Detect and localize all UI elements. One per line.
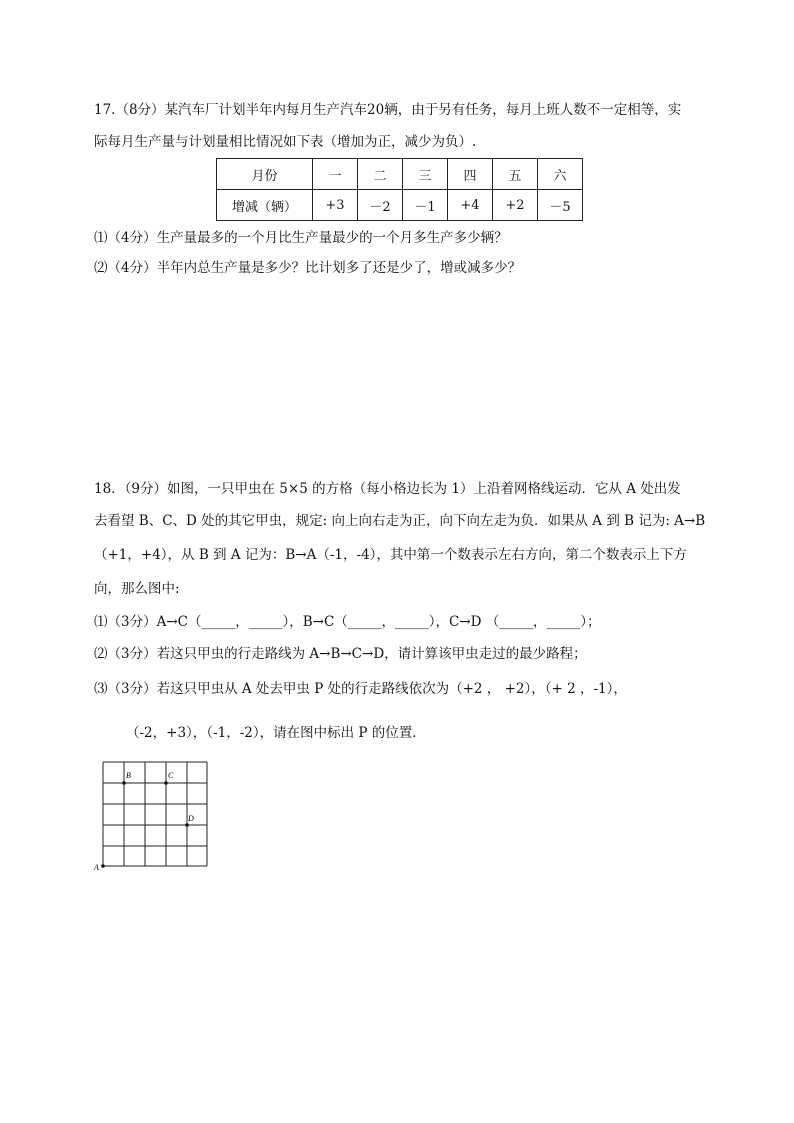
point-a bbox=[101, 864, 105, 868]
label-b: B bbox=[126, 771, 131, 780]
point-c bbox=[164, 781, 168, 785]
table-row bbox=[217, 190, 583, 221]
production-table bbox=[216, 158, 583, 221]
table-cell: +4 bbox=[448, 190, 493, 221]
q17-line2: 际每月生产量与计划量相比情况如下表（增加为正，减少为负）. bbox=[94, 134, 477, 150]
label-c: C bbox=[168, 771, 174, 780]
table-cell: －1 bbox=[403, 190, 448, 221]
point-b bbox=[122, 781, 126, 785]
table-cell: +3 bbox=[313, 190, 358, 221]
point-d bbox=[185, 823, 189, 827]
table-cell: 二 bbox=[358, 159, 403, 190]
table-cell: 四 bbox=[448, 159, 493, 190]
table-cell: 增减（辆） bbox=[217, 190, 313, 221]
beetle-grid-figure bbox=[92, 758, 212, 873]
q18-line4: 向，那么图中: bbox=[94, 581, 180, 597]
label-d: D bbox=[188, 814, 194, 823]
table-cell: －5 bbox=[538, 190, 583, 221]
q17-sub2: ⑵（4分）半年内总生产量是多少？比计划多了还是少了，增或减多少？ bbox=[94, 260, 522, 276]
table-cell: 一 bbox=[313, 159, 358, 190]
q18-line2: 去看望 B、C、D 处的其它甲虫，规定: 向上向右走为正，向下向左走为负．如果从 A 到 B 记为: A→B bbox=[94, 513, 706, 529]
q18-line3: （+1，+4），从 B 到 A 记为：B→A（-1，-4），其中第一个数表示左右方向，第二个数表示上下方 bbox=[94, 547, 687, 563]
q18-sub3a: ⑶（3分）若这只甲虫从 A 处去甲虫 P 处的行走路线依次为（+2 ， +2），（+ 2 ，-1）， bbox=[94, 681, 627, 697]
q18-sub3b: （-2，+3），（-1，-2），请在图中标出 P 的位置． bbox=[126, 725, 426, 741]
table-cell: +2 bbox=[493, 190, 538, 221]
table-cell: 三 bbox=[403, 159, 448, 190]
table-cell: 月份 bbox=[217, 159, 313, 190]
q17-line1: 17.（8分）某汽车厂计划半年内每月生产汽车20辆，由于另有任务，每月上班人数不一定相等，实 bbox=[94, 102, 682, 118]
q18-sub1: ⑴（3分）A→C（_____，_____），B→C（_____，_____），C→D （_____，_____）； bbox=[94, 614, 601, 630]
q17-sub1: ⑴（4分）生产量最多的一个月比生产量最少的一个月多生产多少辆？ bbox=[94, 230, 508, 246]
label-a: A bbox=[94, 863, 99, 872]
table-row bbox=[217, 159, 583, 190]
table-cell: 五 bbox=[493, 159, 538, 190]
q18-line1: 18．（9分）如图，一只甲虫在 5×5 的方格（每小格边长为 1）上沿着网格线运动．它从 A 处出发 bbox=[94, 481, 681, 497]
table-cell: 六 bbox=[538, 159, 583, 190]
q18-sub2: ⑵（3分）若这只甲虫的行走路线为 A→B→C→D，请计算该甲虫走过的最少路程； bbox=[94, 646, 587, 662]
table-cell: －2 bbox=[358, 190, 403, 221]
